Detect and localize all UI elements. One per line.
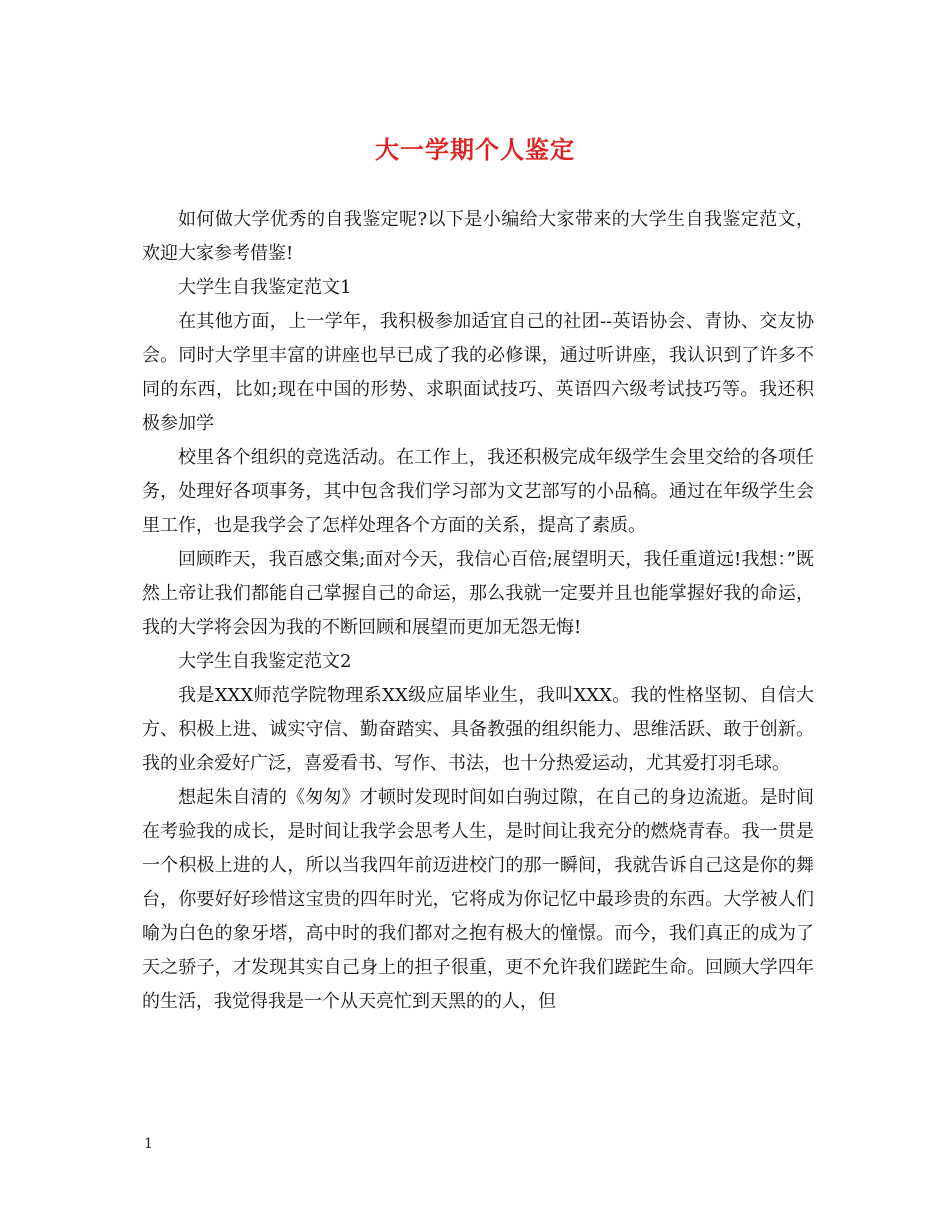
section-heading-2: 大学生自我鉴定范文2 [178, 651, 352, 672]
section-heading-1: 大学生自我鉴定范文1 [178, 277, 352, 298]
page-number: 1 [144, 1136, 153, 1152]
paragraph-intro: 如何做大学优秀的自我鉴定呢?以下是小编给大家带来的大学生自我鉴定范文，欢迎大家参考借鉴! [142, 209, 814, 264]
paragraph-4: 我是XXX师范学院物理系XX级应届毕业生，我叫XXX。我的性格坚韧、自信大方、积极上进、诚实守信、勤奋踏实、具备教强的组织能力、思维活跃、敢于创新。我的业余爱好广泛，喜爱看书、写作、书法，也十分热爱运动，尤其爱打羽毛球。 [142, 685, 814, 774]
paragraph-2: 校里各个组织的竞选活动。在工作上，我还积极完成年级学生会里交给的各项任务，处理好各项事务，其中包含我们学习部为文艺部写的小品稿。通过在年级学生会里工作，也是我学会了怎样处理各个方面的关系，提高了素质。 [142, 447, 814, 536]
paragraph-3: 回顾昨天，我百感交集;面对今天，我信心百倍;展望明天，我任重道远!我想：”既然上帝让我们都能自己掌握自己的命运，那么我就一定要并且也能掌握好我的命运，我的大学将会因为我的不断回顾和展望而更加无怨无悔! [142, 549, 814, 638]
document-title: 大一学期个人鉴定 [375, 135, 575, 164]
paragraph-1: 在其他方面，上一学年，我积极参加适宜自己的社团--英语协会、青协、交友协会。同时大学里丰富的讲座也早已成了我的必修课，通过听讲座，我认识到了许多不同的东西，比如;现在中国的形势、求职面试技巧、英语四六级考试技巧等。我还积极参加学 [142, 311, 814, 434]
paragraph-5: 想起朱自清的《匆匆》才顿时发现时间如白驹过隙，在自己的身边流逝。是时间在考验我的成长，是时间让我学会思考人生，是时间让我充分的燃烧青春。我一贯是一个积极上进的人，所以当我四年前迈进校门的那一瞬间，我就告诉自己这是你的舞台，你要好好珍惜这宝贵的四年时光，它将成为你记忆中最珍贵的东西。大学被人们喻为白色的象牙塔，高中时的我们都对之抱有极大的憧憬。而今，我们真正的成为了天之骄子，才发现其实自己身上的担子很重，更不允许我们蹉跎生命。回顾大学四年的生活，我觉得我是一个从天亮忙到天黑的的人，但 [142, 787, 814, 1012]
document-body [142, 203, 814, 1019]
